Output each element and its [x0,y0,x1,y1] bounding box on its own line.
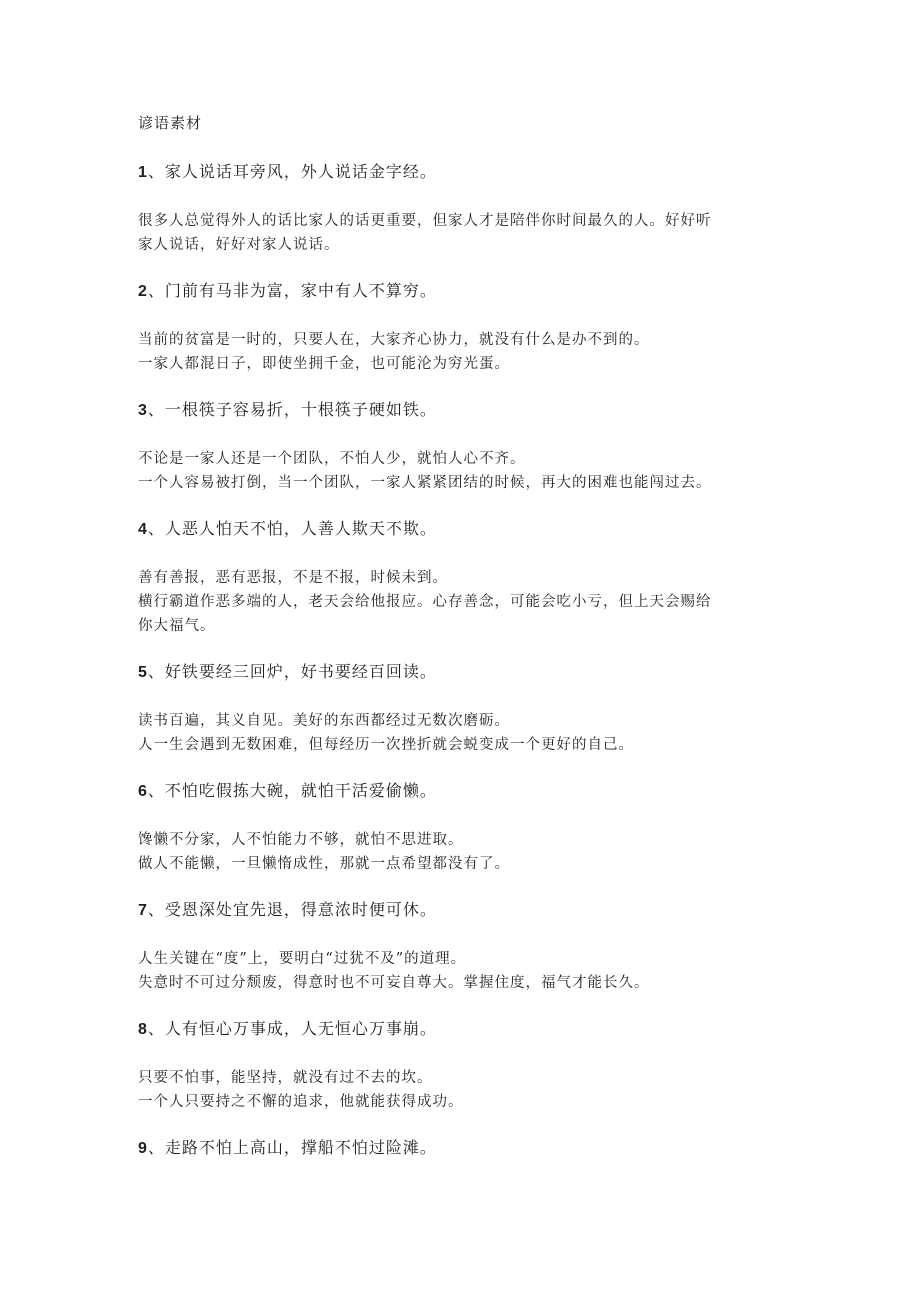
explanation-line: 做人不能懒，一旦懒惰成性，那就一点希望都没有了。 [138,856,510,872]
proverb-heading [138,398,778,423]
proverb-text: 不怕吃假拣大碗，就怕干活爱偷懒。 [164,781,437,800]
explanation-line: 不论是一家人还是一个团队，不怕人少，就怕人心不齐。 [138,451,526,467]
explanation-line: 一家人都混日子，即使坐拥千金，也可能沦为穷光蛋。 [138,356,510,372]
proverb-separator: 、 [147,781,165,800]
explanation-line: 失意时不可过分颓废，得意时也不可妄自尊大。掌握住度，福气才能长久。 [138,975,650,991]
proverb-explanation [138,209,778,257]
proverb-explanation [138,947,778,995]
proverb-explanation [138,1066,778,1114]
proverb-text: 家人说话耳旁风，外人说话金字经。 [164,162,437,181]
proverb-explanation [138,447,778,495]
proverb-section-5 [138,660,778,757]
proverb-section-7 [138,898,778,995]
proverb-number: 9 [138,1140,148,1157]
proverb-section-4 [138,517,778,638]
proverb-separator: 、 [147,1138,165,1157]
proverb-heading [138,660,778,685]
proverb-section-2 [138,279,778,376]
proverb-explanation [138,566,778,638]
proverb-heading [138,779,778,804]
proverb-heading [138,1017,778,1042]
proverb-section-6 [138,779,778,876]
explanation-line: 人生关键在“度”上，要明白“过犹不及”的道理。 [138,951,467,967]
explanation-line: 一个人容易被打倒，当一个团队，一家人紧紧团结的时候，再大的困难也能闯过去。 [138,475,712,491]
proverb-number: 5 [138,664,148,681]
proverb-text: 门前有马非为富，家中有人不算穷。 [164,281,437,300]
proverb-section-8 [138,1017,778,1114]
explanation-line: 读书百遍，其义自见。美好的东西都经过无数次磨砺。 [138,713,510,729]
explanation-line: 善有善报，恶有恶报，不是不报，时候未到。 [138,570,448,586]
explanation-line: 一个人只要持之不懈的追求，他就能获得成功。 [138,1094,464,1110]
proverb-separator: 、 [147,162,165,181]
proverb-section-3 [138,398,778,495]
proverb-heading [138,279,778,304]
proverb-section-9 [138,1136,778,1161]
proverb-explanation [138,328,778,376]
proverb-heading [138,1136,778,1161]
explanation-line: 当前的贫富是一时的，只要人在，大家齐心协力，就没有什么是办不到的。 [138,332,650,348]
proverb-explanation [138,709,778,757]
proverb-separator: 、 [147,400,165,419]
explanation-line: 馋懒不分家，人不怕能力不够，就怕不思进取。 [138,832,464,848]
proverb-number: 4 [138,521,148,538]
proverb-text: 一根筷子容易折，十根筷子硬如铁。 [164,400,437,419]
proverb-separator: 、 [147,281,165,300]
explanation-line: 家人说话，好好对家人说话。 [138,237,340,253]
proverb-heading [138,517,778,542]
proverb-number: 6 [138,783,148,800]
document-page [138,112,778,1185]
proverb-separator: 、 [147,662,165,681]
proverb-text: 走路不怕上高山，撑船不怕过险滩。 [164,1138,437,1157]
proverb-separator: 、 [147,1019,165,1038]
explanation-line: 人一生会遇到无数困难，但每经历一次挫折就会蜕变成一个更好的自己。 [138,737,634,753]
proverb-heading [138,898,778,923]
proverb-heading [138,160,778,185]
proverb-number: 8 [138,1021,148,1038]
proverb-explanation [138,828,778,876]
explanation-line: 你大福气。 [138,618,216,634]
proverb-number: 7 [138,902,148,919]
explanation-line: 只要不怕事，能坚持，就没有过不去的坎。 [138,1070,433,1086]
proverb-number: 1 [138,164,148,181]
explanation-line: 很多人总觉得外人的话比家人的话更重要，但家人才是陪伴你时间最久的人。好好听 [138,213,712,229]
proverb-number: 2 [138,283,148,300]
explanation-line: 横行霸道作恶多端的人，老天会给他报应。心存善念，可能会吃小亏，但上天会赐给 [138,594,712,610]
document-title: 谚语素材 [138,114,203,132]
proverb-separator: 、 [147,900,165,919]
proverb-text: 人有恒心万事成，人无恒心万事崩。 [164,1019,437,1038]
proverb-text: 好铁要经三回炉，好书要经百回读。 [164,662,437,681]
proverb-text: 受恩深处宜先退，得意浓时便可休。 [164,900,437,919]
proverb-number: 3 [138,402,148,419]
proverb-section-1 [138,160,778,257]
proverb-separator: 、 [147,519,165,538]
proverb-text: 人恶人怕天不怕，人善人欺天不欺。 [164,519,437,538]
